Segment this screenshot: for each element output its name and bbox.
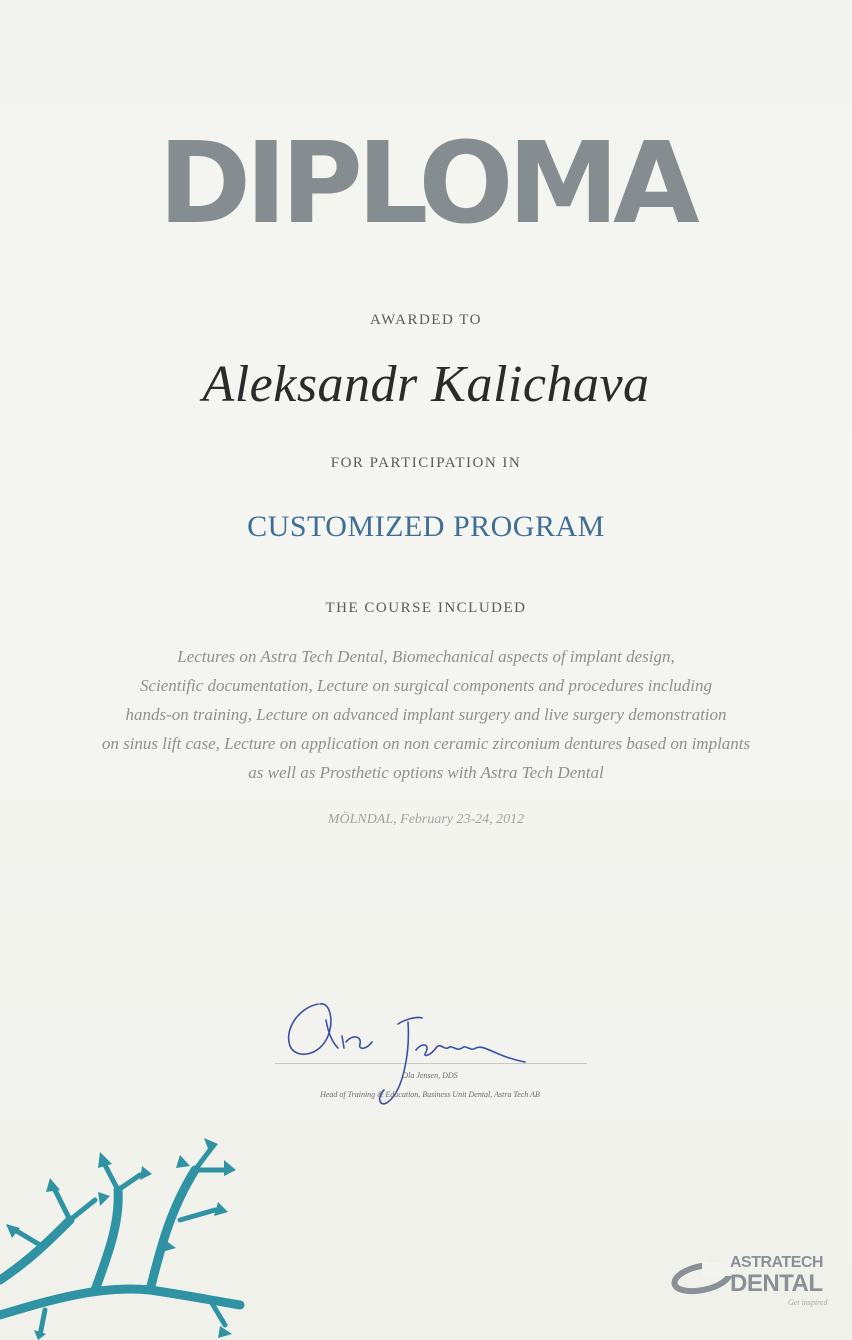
branch-decoration-icon: [0, 1130, 250, 1340]
course-included-label: THE COURSE INCLUDED: [325, 600, 527, 616]
diploma-title: DIPLOMA: [158, 119, 694, 249]
course-line: Scientific documentation, Lecture on surgical components and procedures including: [139, 676, 713, 695]
astra-tech-dental-logo: [668, 1250, 852, 1320]
course-line: as well as Prosthetic options with Astra Tech Dental: [248, 763, 604, 782]
participation-label: FOR PARTICIPATION IN: [330, 455, 522, 471]
logo-tagline: Get inspired: [788, 1298, 828, 1307]
signature-icon: [280, 990, 540, 1120]
course-line: Lectures on Astra Tech Dental, Biomechanical aspects of implant design,: [177, 647, 675, 666]
course-line: on sinus lift case, Lecture on application on non ceramic zirconium dentures based on implants: [101, 734, 751, 753]
course-description: [40, 642, 812, 787]
awarded-to-label: AWARDED TO: [370, 312, 482, 328]
course-line: hands-on training, Lecture on advanced implant surgery and live surgery demonstration: [125, 705, 727, 724]
recipient-name: Aleksandr Kalichava: [202, 356, 650, 413]
place-date: MÖLNDAL, February 23-24, 2012: [327, 812, 525, 827]
signer-name: Ola Jensen, DDS: [402, 1071, 458, 1080]
logo-line1: ASTRATECH: [730, 1254, 823, 1271]
program-name: CUSTOMIZED PROGRAM: [247, 510, 605, 543]
signer-title: Head of Training & Education, Business Unit Dental, Astra Tech AB: [320, 1090, 540, 1099]
logo-swoosh-icon: [668, 1256, 734, 1296]
logo-line2: DENTAL: [730, 1270, 823, 1297]
